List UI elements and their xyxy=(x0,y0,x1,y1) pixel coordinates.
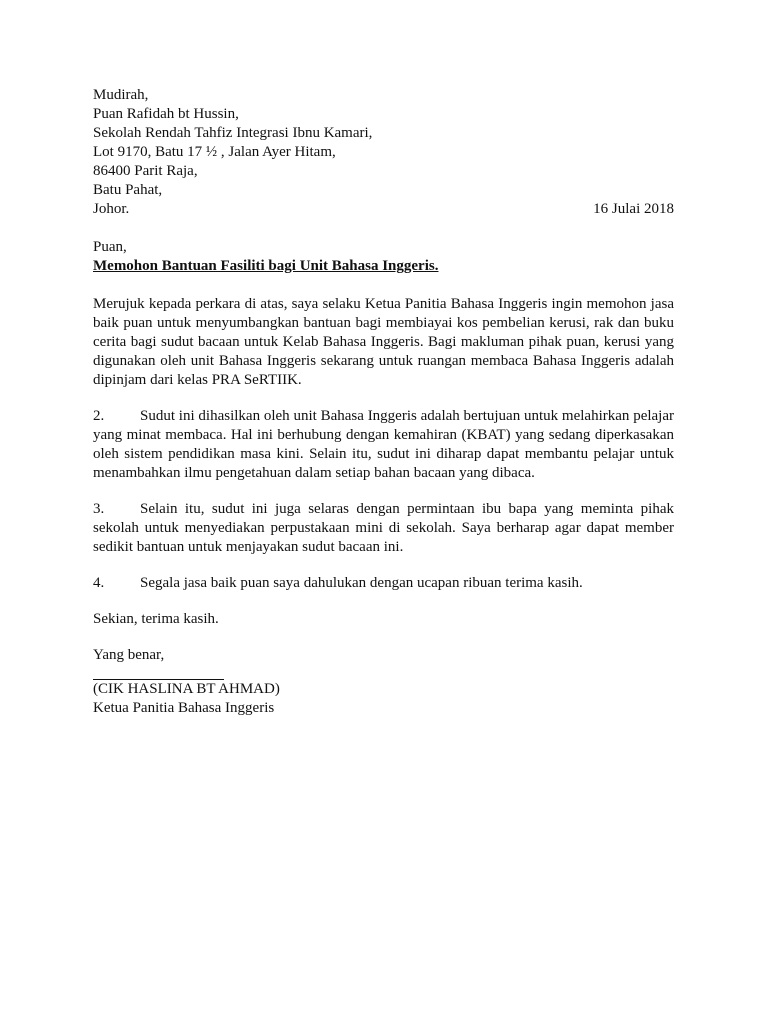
paragraph-text: Segala jasa baik puan saya dahulukan dengan ucapan ribuan terima kasih. xyxy=(140,575,583,591)
paragraph-3 xyxy=(93,500,674,557)
address-line: Puan Rafidah bt Hussin, xyxy=(93,106,239,122)
paragraph-text: Sudut ini dihasilkan oleh unit Bahasa Inggeris adalah bertujuan untuk melahirkan pelajar yang minat membaca. Hal ini berhubung dengan kemahiran (KBAT) yang sedang diperkasakan oleh sistem pendidikan masa kini. Selain itu, sudut ini diharap dapat membantu pelajar untuk menambahkan ilmu pengetahuan dalam setiap bahan bacaan yang dibaca. xyxy=(93,408,674,481)
signature-line xyxy=(93,665,224,680)
address-line: Batu Pahat, xyxy=(93,182,163,198)
signatory-title: Ketua Panitia Bahasa Inggeris xyxy=(93,700,275,716)
letter-date: 16 Julai 2018 xyxy=(593,201,674,217)
paragraph-number: 2. xyxy=(93,408,105,424)
address-line: 86400 Parit Raja, xyxy=(93,163,198,179)
paragraph-number: 3. xyxy=(93,501,105,517)
paragraph-number: 4. xyxy=(93,575,105,591)
paragraph-4 xyxy=(93,574,674,593)
paragraph-1 xyxy=(93,295,674,390)
recipient-address xyxy=(93,86,674,219)
signatory-name: (CIK HASLINA BT AHMAD) xyxy=(93,681,280,697)
paragraph-text: Selain itu, sudut ini juga selaras dengan permintaan ibu bapa yang meminta pihak sekolah untuk menyediakan perpustakaan mini di sekolah. Saya berharap agar dapat member sedikit bantuan untuk menjayakan sudut bacaan ini. xyxy=(93,501,674,555)
address-line: Mudirah, xyxy=(93,87,149,103)
address-line: Sekolah Rendah Tahfiz Integrasi Ibnu Kamari, xyxy=(93,125,373,141)
letter-subject: Memohon Bantuan Fasiliti bagi Unit Bahasa Inggeris. xyxy=(93,258,439,274)
address-last-row xyxy=(93,200,674,219)
letter-body xyxy=(93,86,674,718)
closing-remark: Sekian, terima kasih. xyxy=(93,611,219,627)
address-line: Lot 9170, Batu 17 ½ , Jalan Ayer Hitam, xyxy=(93,144,336,160)
sign-off: Yang benar, xyxy=(93,647,165,663)
salutation: Puan, xyxy=(93,239,127,255)
paragraph-2 xyxy=(93,407,674,483)
paragraph-text: Merujuk kepada perkara di atas, saya selaku Ketua Panitia Bahasa Inggeris ingin memohon jasa baik puan untuk menyumbangkan bantuan bagi membiayai kos pembelian kerusi, rak dan buku cerita bagi sudut bacaan untuk Kelab Bahasa Inggeris. Bagi makluman pihak puan, kerusi yang digunakan oleh unit Bahasa Inggeris sekarang untuk ruangan membaca Bahasa Inggeris adalah dipinjam dari kelas PRA SeRTIIK. xyxy=(93,296,674,388)
address-line: Johor. xyxy=(93,201,130,217)
